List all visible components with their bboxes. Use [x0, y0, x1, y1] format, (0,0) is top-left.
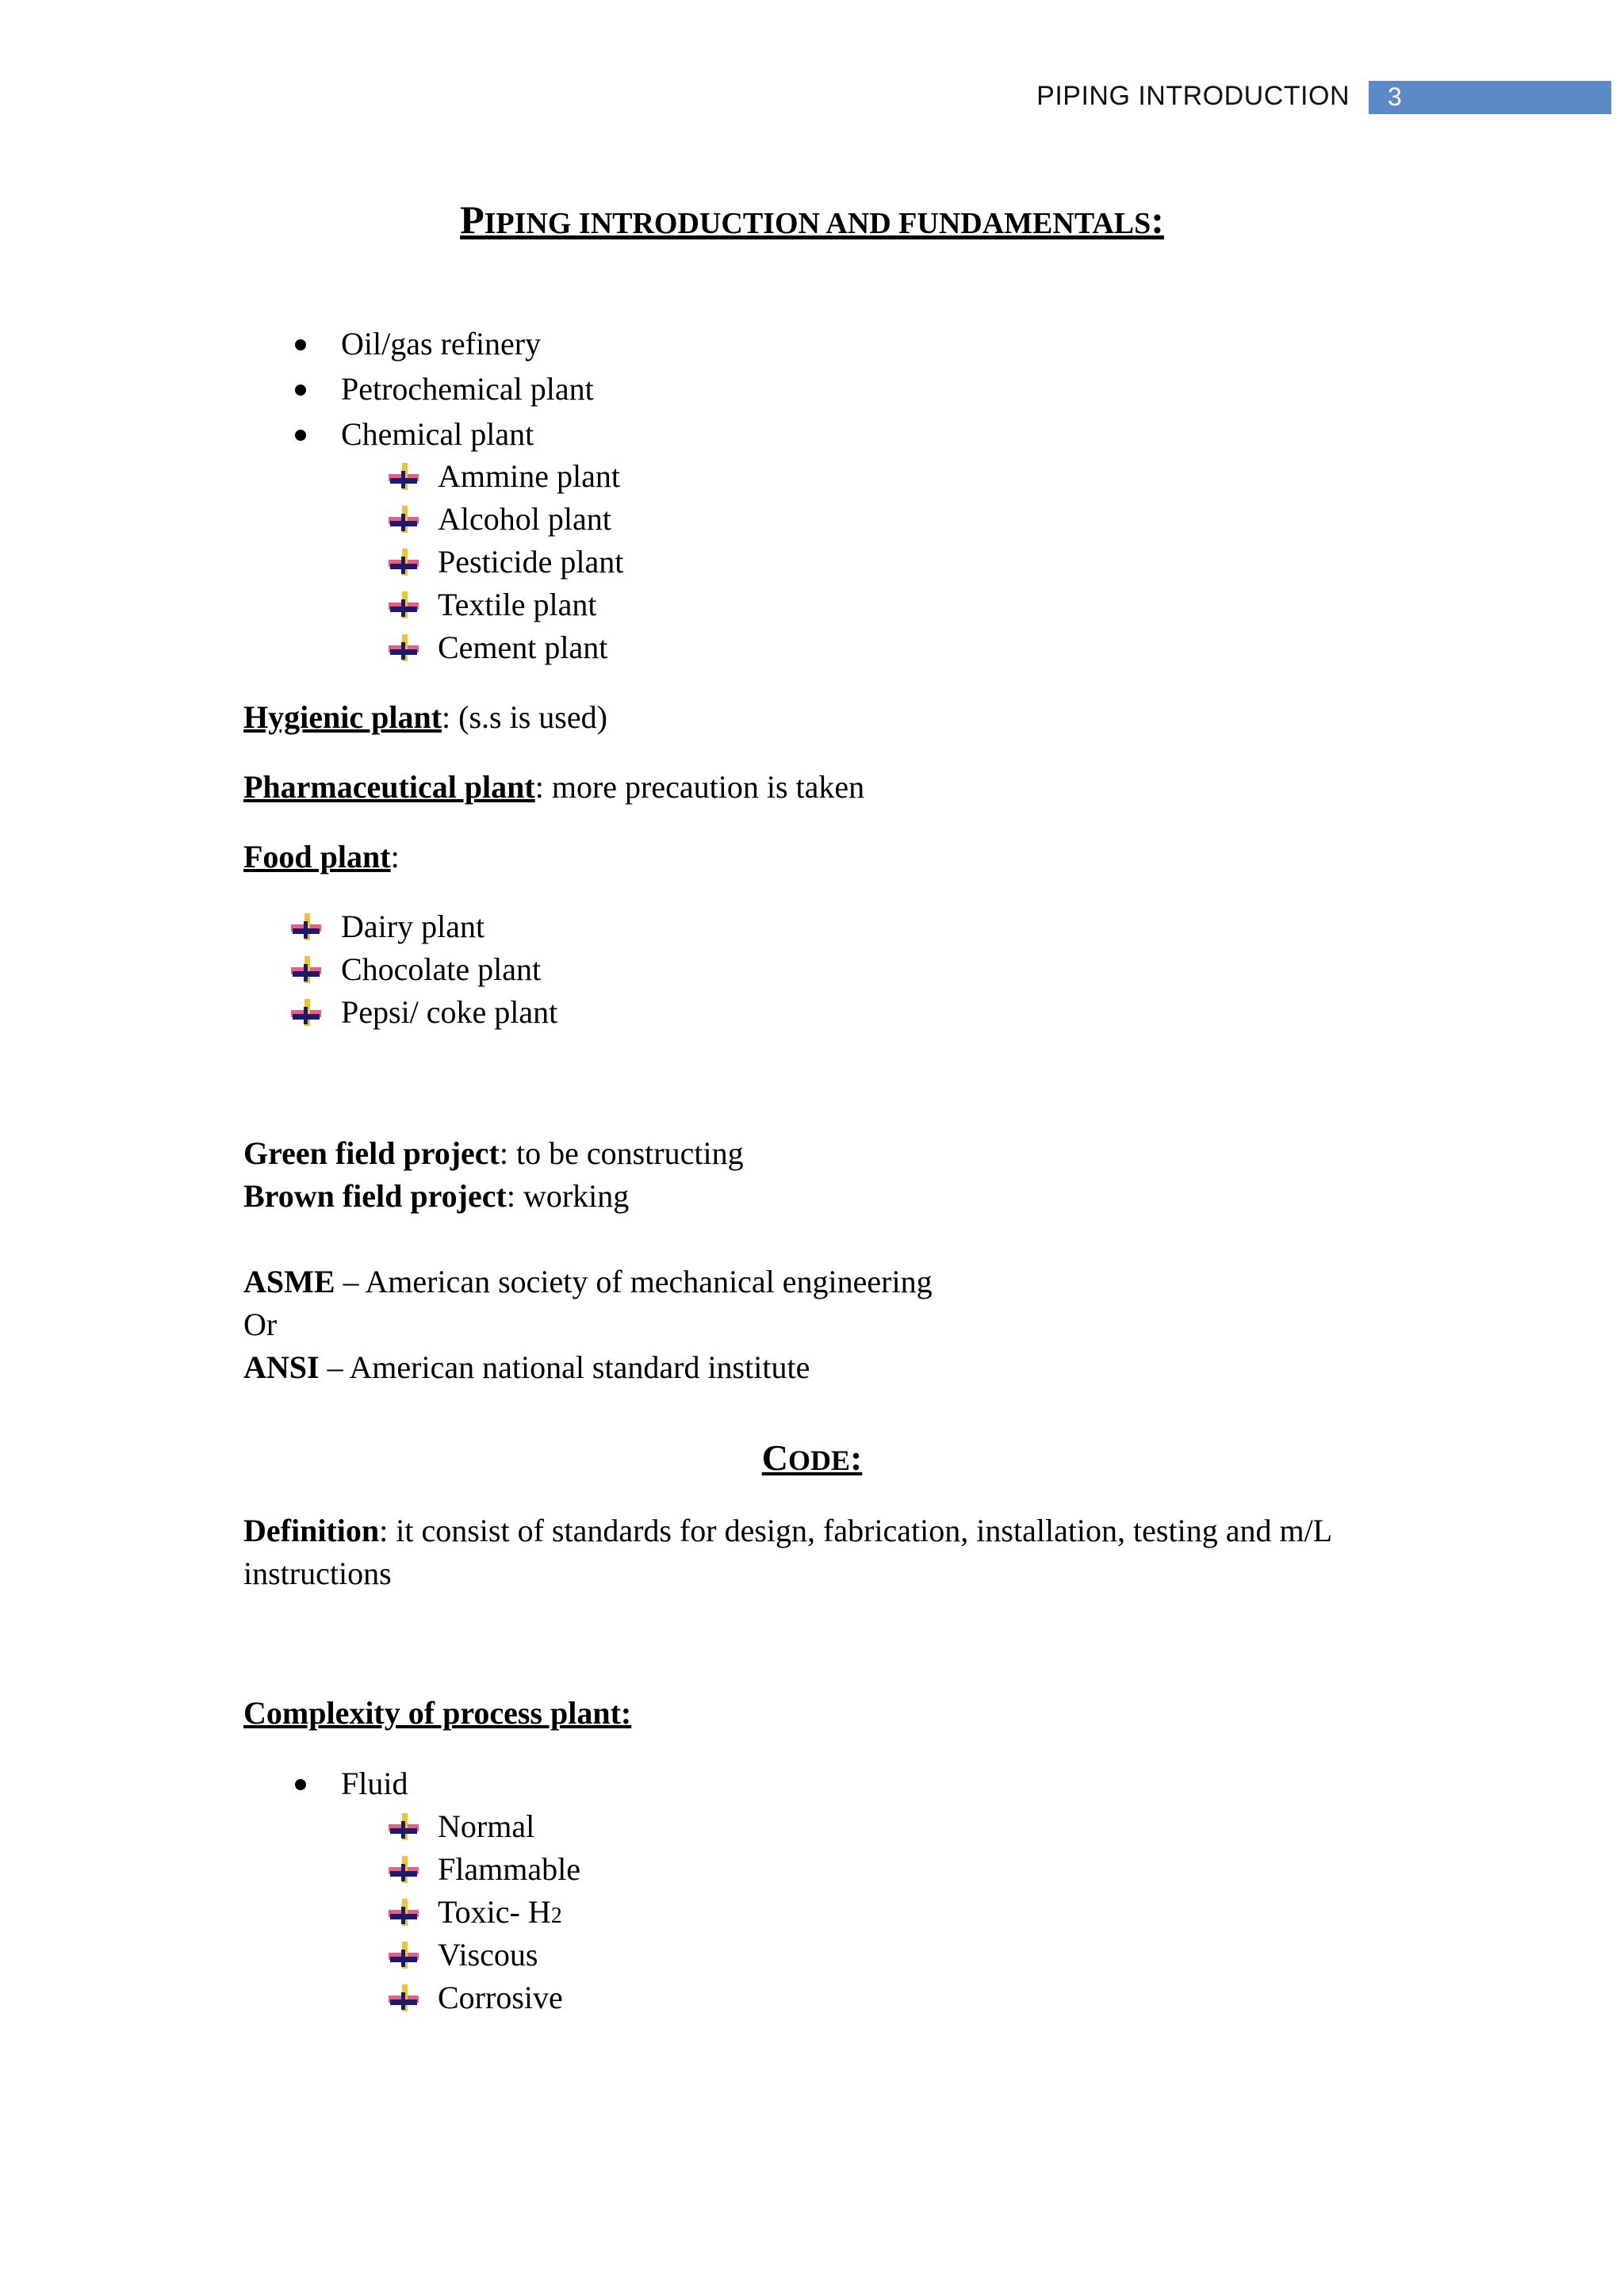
list-item: Normal: [438, 1808, 535, 1844]
complexity-label: Complexity of process plant:: [243, 1695, 632, 1731]
green-field-label: Green field project: [243, 1135, 500, 1171]
brown-field-text: : working: [506, 1178, 630, 1214]
title-colon: :: [1151, 197, 1164, 242]
arrow-bullet-icon: [291, 956, 321, 983]
page-number-bar: [1369, 81, 1611, 114]
ansi-line: [243, 1346, 810, 1389]
list-item: Cement plant: [438, 629, 608, 665]
arrow-bullet-icon: [389, 1813, 419, 1840]
arrow-bullet-icon: [389, 1899, 419, 1926]
arrow-bullet-icon: [389, 591, 419, 618]
arrow-bullet-icon: [389, 1984, 419, 2011]
complexity-heading: [243, 1692, 631, 1735]
bullet-dot: [295, 430, 306, 441]
pharma-label: Pharmaceutical plant: [243, 769, 535, 805]
code-colon: :: [849, 1437, 863, 1478]
food-label: Food plant: [243, 839, 391, 874]
arrow-bullet-icon: [389, 506, 419, 533]
list-item: Fluid: [341, 1766, 408, 1801]
hygienic-label: Hygienic plant: [243, 699, 442, 735]
arrow-bullet-icon: [291, 999, 321, 1026]
list-item: Viscous: [438, 1937, 538, 1973]
definition-label: Definition: [243, 1513, 380, 1548]
code-heading: [0, 1437, 1624, 1479]
arrow-bullet-icon: [389, 549, 419, 576]
or-text: Or: [243, 1307, 278, 1342]
green-field-line: [243, 1132, 744, 1175]
bullet-dot: [295, 385, 306, 396]
arrow-bullet-icon: [389, 1942, 419, 1969]
list-item: Textile plant: [438, 587, 597, 622]
arrow-bullet-icon: [389, 1856, 419, 1883]
brown-field-label: Brown field project: [243, 1178, 507, 1214]
pharma-text: : more precaution is taken: [534, 769, 865, 805]
list-item: Flammable: [438, 1851, 580, 1887]
list-item: Ammine plant: [438, 458, 620, 494]
title-initial: P: [460, 197, 485, 242]
ansi-label: ANSI: [243, 1349, 320, 1385]
hygienic-text: : (s.s is used): [442, 699, 607, 735]
brown-field-line: [243, 1175, 629, 1218]
green-field-text: : to be constructing: [499, 1135, 744, 1171]
list-item: Pepsi/ coke plant: [341, 994, 558, 1030]
asme-text: – American society of mechanical engineering: [335, 1264, 933, 1299]
list-item: Oil/gas refinery: [341, 326, 542, 362]
page-title: [0, 197, 1624, 243]
arrow-bullet-icon: [291, 913, 321, 940]
asme-line: [243, 1261, 933, 1303]
list-item-toxic: [438, 1891, 562, 1938]
arrow-bullet-icon: [389, 463, 419, 490]
bullet-dot: [295, 1779, 306, 1790]
page-number: 3: [1388, 82, 1402, 111]
pharma-line: [243, 766, 864, 809]
definition-line-2: instructions: [243, 1556, 392, 1591]
list-item: Petrochemical plant: [341, 371, 594, 407]
food-text: :: [390, 839, 400, 874]
list-item: Corrosive: [438, 1980, 563, 2015]
list-item: Chemical plant: [341, 416, 534, 452]
list-item: Chocolate plant: [341, 951, 542, 987]
ansi-text: – American national standard institute: [319, 1349, 810, 1385]
list-item: Pesticide plant: [438, 544, 624, 580]
code-rest: ODE: [787, 1445, 850, 1476]
food-line: [243, 836, 400, 878]
bullet-dot: [295, 339, 306, 350]
list-item: Dairy plant: [341, 909, 485, 944]
definition-line: [243, 1510, 1332, 1552]
toxic-subscript: 2: [550, 1904, 562, 1928]
hygienic-line: [243, 696, 607, 739]
arrow-bullet-icon: [389, 634, 419, 661]
code-initial: C: [761, 1437, 788, 1478]
list-item: Alcohol plant: [438, 501, 611, 537]
title-rest: IPING INTRODUCTION AND FUNDAMENTALS: [484, 207, 1151, 240]
toxic-label: Toxic- H: [438, 1894, 551, 1930]
header-title: PIPING INTRODUCTION: [1036, 81, 1350, 111]
definition-text: : it consist of standards for design, fabrication, installation, testing and m/L: [379, 1513, 1333, 1548]
asme-label: ASME: [243, 1264, 335, 1299]
